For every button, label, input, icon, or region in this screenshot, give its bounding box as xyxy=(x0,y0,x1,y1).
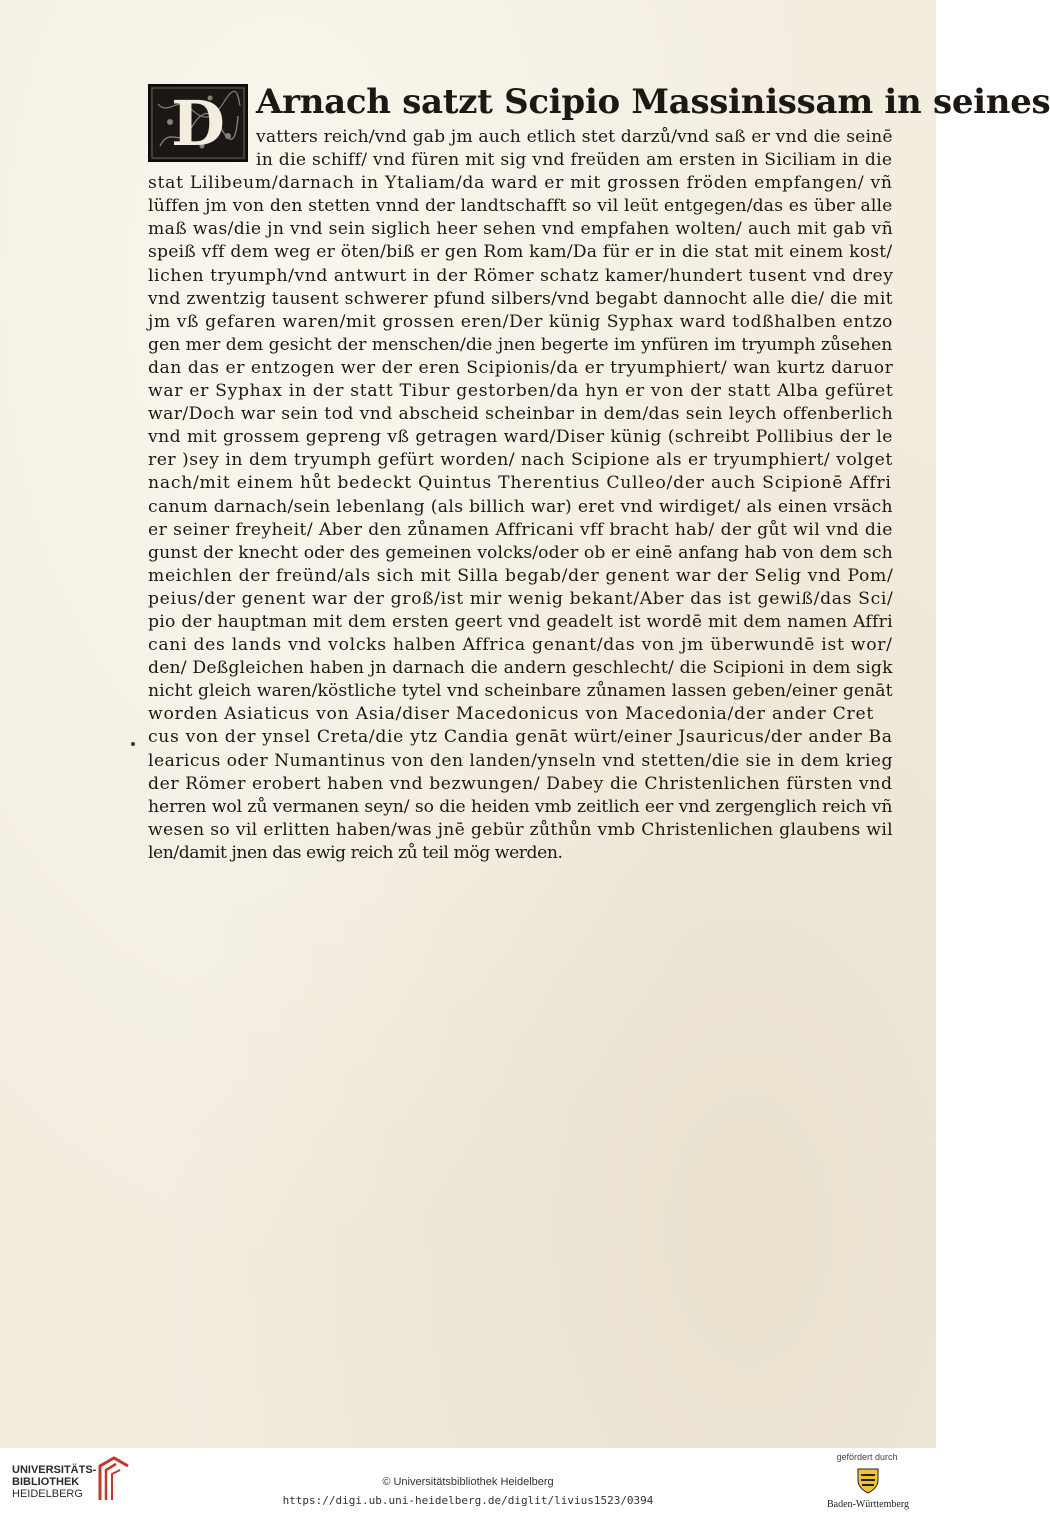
logo-line-2: BIBLIOTHEK xyxy=(12,1476,80,1488)
text-line: cus von der ynsel Creta/die ytz Candia genāt würt/einer Jsauricus/der ander Ba xyxy=(148,727,893,748)
text-line: war/Doch war sein tod vnd abscheid scheinbar in dem/das sein leych offenberlich xyxy=(148,404,894,425)
viewer-footer xyxy=(0,1448,936,1515)
text-line: maß was/die jn vnd sein siglich heer sehen vnd empfahen wolten/ auch mit gab vñ xyxy=(148,219,894,240)
text-line: vnd zwentzig tausent schwerer pfund silbers/vnd begabt dannocht alle die/ die mit xyxy=(148,288,893,309)
text-line: cani des lands vnd volcks halben Affrica genant/das von jm überwundē ist wor/ xyxy=(148,635,893,656)
text-line: den/ Deßgleichen haben jn darnach die andern geschlecht/ die Scipioni in dem sigk xyxy=(148,658,893,679)
text-line: wesen so vil erlitten haben/was jnē gebür zůthůn vmb Christenlichen glaubens wil xyxy=(148,819,893,840)
text-line: lüffen jm von den stetten vnnd der landtschafft so vil leüt entgegen/das es über alle xyxy=(148,196,893,217)
coat-of-arms-icon xyxy=(856,1466,880,1494)
text-line: lichen tryumph/vnd antwurt in der Römer schatz kamer/hundert tusent vnd drey xyxy=(148,265,894,286)
text-line: stat Lilibeum/darnach in Ytaliam/da ward er mit grossen fröden empfangen/ vñ xyxy=(148,173,893,194)
text-line: len/damit jnen das ewig reich zů teil mög werden. xyxy=(148,842,563,863)
initial-letter: D xyxy=(171,86,225,160)
text-line: worden Asiaticus von Asia/diser Macedonicus von Macedonia/der ander Cret xyxy=(148,704,875,725)
text-line: canum darnach/sein lebenlang (als billich war) eret vnd wirdiget/ als einen vrsäch xyxy=(148,496,893,517)
text-line: nicht gleich waren/köstliche tytel vnd scheinbare zůnamen lassen geben/einer genāt xyxy=(148,681,893,702)
text-line: vatters reich/vnd gab jm auch etlich stet darzů/vnd saß er vnd die seinē xyxy=(256,127,893,147)
text-line: nach/mit einem hůt bedeckt Quintus Therentius Culleo/der auch Scipionē Affri xyxy=(148,473,892,494)
permalink[interactable]: https://digi.ub.uni-heidelberg.de/diglit/livius1523/0394 xyxy=(282,1494,654,1507)
text-line: vnd mit grossem gepreng vß getragen ward/Diser künig (schreibt Pollibius der le xyxy=(148,427,893,448)
text-line: der Römer erobert haben vnd bezwungen/ Dabey die Christenlichen fürsten vnd xyxy=(148,773,893,794)
text-line: gunst der knecht oder des gemeinen volcks/oder ob er einē anfang hab von dem sch xyxy=(148,542,893,563)
text-line: in die schiff/ vnd füren mit sig vnd freüden am ersten in Siciliam in die xyxy=(256,150,893,171)
funder-name: Baden-Württemberg xyxy=(826,1499,909,1510)
text-line: speiß vff dem weg er öten/biß er gen Rom kam/Da für er in die stat mit einem kost/ xyxy=(148,242,893,263)
text-line: war er Syphax in der statt Tibur gestorben/da hyn er von der statt Alba gefüret xyxy=(148,381,894,402)
heading-first-line: Arnach satzt Scipio Massinissam in seines xyxy=(256,82,1050,122)
text-line: pio der hauptman mit dem ersten geert vnd geadelt ist wordē mit dem namen Affri xyxy=(148,611,893,632)
margin-mark xyxy=(131,742,135,746)
text-line: jm vß gefaren waren/mit grossen eren/Der künig Syphax ward todßhalben entzo xyxy=(148,311,893,332)
copyright-text: © Universitätsbibliothek Heidelberg xyxy=(382,1476,554,1488)
logo-line-3: HEIDELBERG xyxy=(12,1488,83,1500)
text-line: herren wol zů vermanen seyn/ so die heiden vmb zeitlich eer vnd zergenglich reich vñ xyxy=(148,796,893,817)
text-line: learicus oder Numantinus von den landen/ynseln vnd stetten/die sie in dem krieg xyxy=(148,750,893,771)
body-lines xyxy=(148,126,892,865)
funded-by-label: gefördert durch xyxy=(836,1452,898,1462)
text-line: gen mer dem gesicht der menschen/die jnen begerte im ynfüren im tryumph zůsehen xyxy=(148,334,893,355)
text-line: dan das er entzogen wer der eren Scipionis/da er tryumphiert/ wan kurtz daruor xyxy=(148,357,894,378)
text-line: er seiner freyheit/ Aber den zůnamen Affricani vff bracht hab/ der gůt wil vnd die xyxy=(148,519,893,540)
text-line: rer )sey in dem tryumph gefürt worden/ nach Scipione als er tryumphiert/ volget xyxy=(148,450,893,471)
text-line: meichlen der freünd/als sich mit Silla begab/der genent war der Selig vnd Pom/ xyxy=(148,565,894,586)
logo-line-1: UNIVERSITÄTS- xyxy=(12,1464,97,1476)
text-line: peius/der genent war der groß/ist mir wenig bekant/Aber das ist gewiß/das Sci/ xyxy=(148,588,894,609)
